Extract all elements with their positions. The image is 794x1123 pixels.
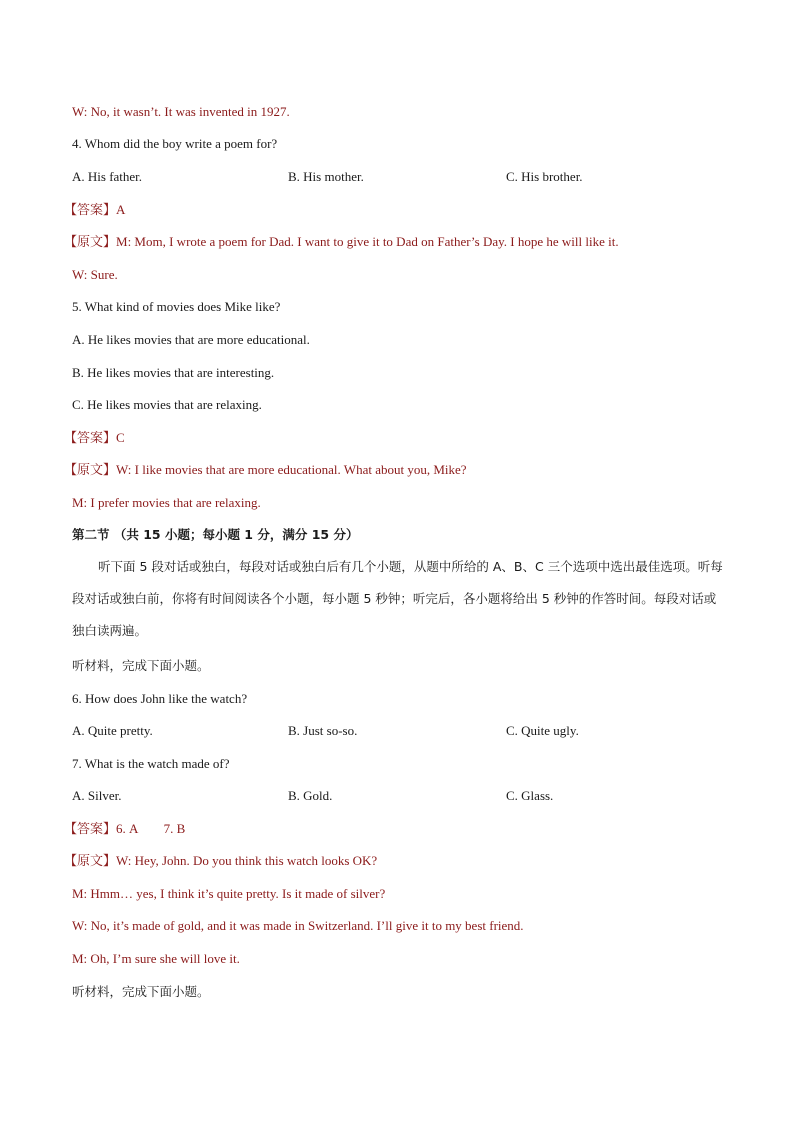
listen-instruction: 听材料，完成下面小题。 [72, 984, 210, 999]
answer-label: 【答案】 [64, 821, 117, 836]
original-text: M: Mom, I wrote a poem for Dad. I want to give it to Dad on Father’s Day. I hope he will like it. [116, 234, 619, 249]
section-2-instructions: 听下面 5 段对话或独白，每段对话或独白后有几个小题，从题中所给的 A、B、C 三个选项中选出最佳选项。听每段对话或独白前，你将有时间阅读各个小题，每小题 5 秒钟；听完后，各小题将给出 5 秒钟的作答时间。每段对话或独白读两遍。 [72, 559, 723, 638]
answer-label: 【答案】 [64, 202, 117, 217]
q5-option-c: C. He likes movies that are relaxing. [72, 397, 262, 412]
transcript-line: W: No, it wasn’t. It was invented in 1927. [72, 104, 290, 119]
original-label: 【原文】 [64, 234, 117, 249]
answer-5 [64, 430, 125, 446]
question-4: 4. Whom did the boy write a poem for? [72, 136, 278, 151]
answer-4 [64, 202, 125, 218]
transcript-line: M: I prefer movies that are relaxing. [72, 495, 261, 510]
listen-instruction: 听材料，完成下面小题。 [72, 658, 210, 673]
transcript-line: W: Sure. [72, 267, 118, 282]
answer-value: A [116, 202, 126, 217]
original-text: W: I like movies that are more educational. What about you, Mike? [116, 462, 467, 477]
q4-option-a: A. His father. [72, 169, 143, 184]
q6-option-b: B. Just so-so. [288, 723, 358, 738]
question-5: 5. What kind of movies does Mike like? [72, 299, 281, 314]
q6-option-a: A. Quite pretty. [72, 723, 153, 738]
original-label: 【原文】 [64, 853, 117, 868]
q7-option-c: C. Glass. [506, 788, 554, 803]
q5-option-b: B. He likes movies that are interesting. [72, 365, 275, 380]
answer-label: 【答案】 [64, 430, 117, 445]
transcript-line: M: Hmm… yes, I think it’s quite pretty. Is it made of silver? [72, 886, 386, 901]
question-6: 6. How does John like the watch? [72, 691, 248, 706]
transcript-line: M: Oh, I’m sure she will love it. [72, 951, 240, 966]
q4-option-c: C. His brother. [506, 169, 583, 184]
original-text: W: Hey, John. Do you think this watch looks OK? [116, 853, 378, 868]
q7-option-a: A. Silver. [72, 788, 122, 803]
q6-option-c: C. Quite ugly. [506, 723, 579, 738]
section-2-title: 第二节 （共 15 小题；每小题 1 分，满分 15 分） [72, 527, 359, 542]
answer-value: 6. A 7. B [116, 821, 186, 836]
q4-option-b: B. His mother. [288, 169, 364, 184]
original-text-5 [64, 462, 467, 478]
transcript-line: W: No, it’s made of gold, and it was made in Switzerland. I’ll give it to my best friend. [72, 918, 524, 933]
question-7: 7. What is the watch made of? [72, 756, 230, 771]
q7-option-b: B. Gold. [288, 788, 333, 803]
answer-6-7 [64, 821, 185, 837]
answer-value: C [116, 430, 125, 445]
original-label: 【原文】 [64, 462, 117, 477]
original-text-4 [64, 234, 619, 250]
original-text-6-7 [64, 853, 377, 869]
q5-option-a: A. He likes movies that are more educational. [72, 332, 310, 347]
